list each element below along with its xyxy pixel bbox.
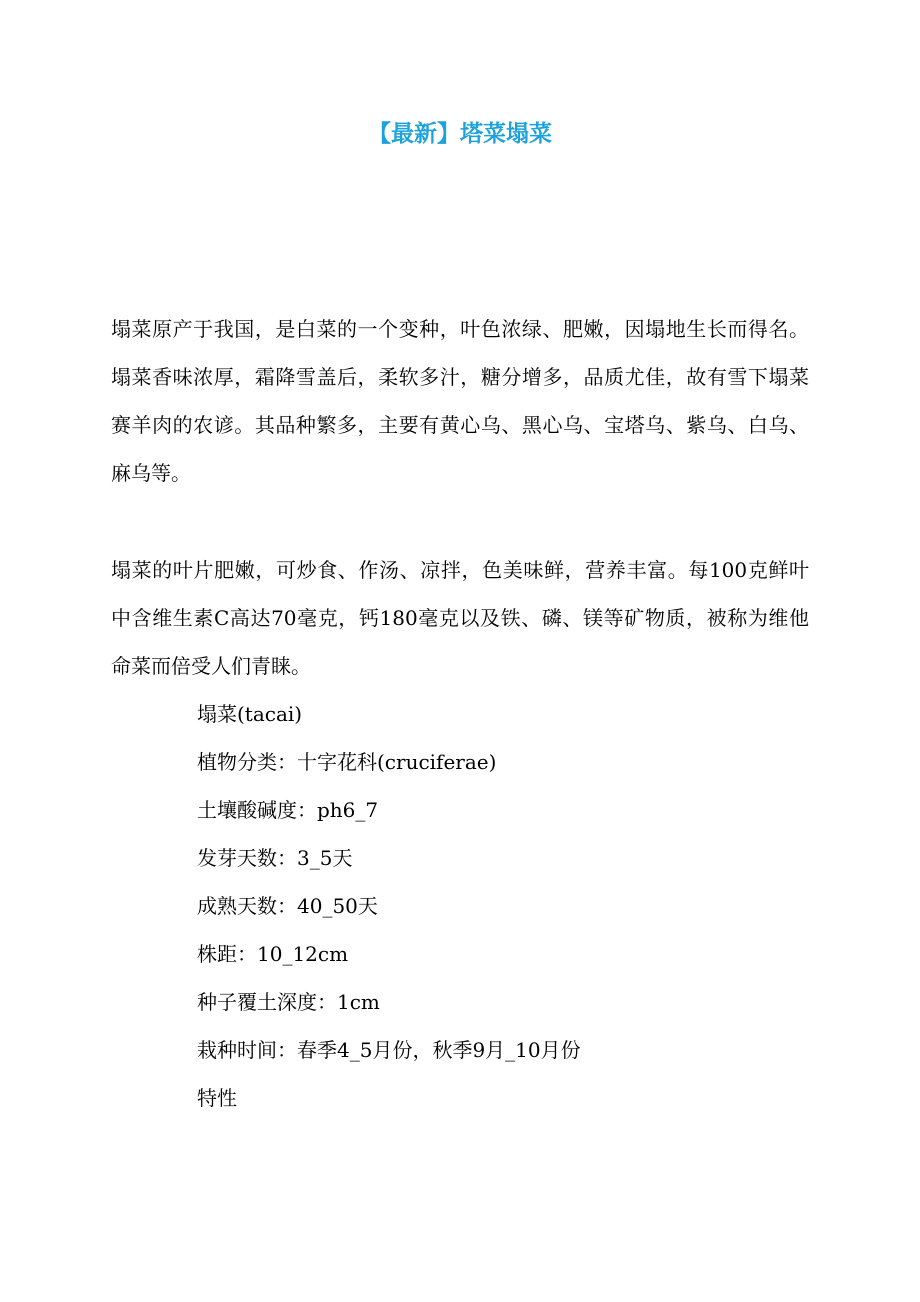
spec-item-soil-ph: 土壤酸碱度：ph6_7 xyxy=(197,798,379,822)
paragraph-nutrition: 塌菜的叶片肥嫩，可炒食、作汤、凉拌，色美味鲜，营养丰富。每100克鲜叶中含维生素C高达70毫克，钙180毫克以及铁、磷、镁等矿物质，被称为维他命菜而倍受人们青睐。 xyxy=(111,558,809,678)
spec-item-seed-depth: 种子覆土深度：1cm xyxy=(197,990,380,1014)
spec-item-classification: 植物分类：十字花科(cruciferae) xyxy=(197,750,497,774)
spec-list xyxy=(197,690,581,1122)
paragraph-intro: 塌菜原产于我国，是白菜的一个变种，叶色浓绿、肥嫩，因塌地生长而得名。塌菜香味浓厚，霜降雪盖后，柔软多汁，糖分增多，品质尤佳，故有雪下塌菜赛羊肉的农谚。其品种繁多，主要有黄心乌、黑心乌、宝塔乌、紫乌、白乌、麻乌等。 xyxy=(111,317,809,485)
spec-item-name: 塌菜(tacai) xyxy=(197,702,303,726)
spec-item-planting-time: 栽种时间：春季4_5月份，秋季9月_10月份 xyxy=(197,1038,581,1062)
spec-item-plant-spacing: 株距：10_12cm xyxy=(197,942,349,966)
document-title: 【最新】塔菜塌菜 xyxy=(368,121,552,147)
spec-item-germination-days: 发芽天数：3_5天 xyxy=(197,846,353,870)
spec-item-maturity-days: 成熟天数：40_50天 xyxy=(197,894,378,918)
spec-item-characteristics: 特性 xyxy=(197,1086,237,1110)
